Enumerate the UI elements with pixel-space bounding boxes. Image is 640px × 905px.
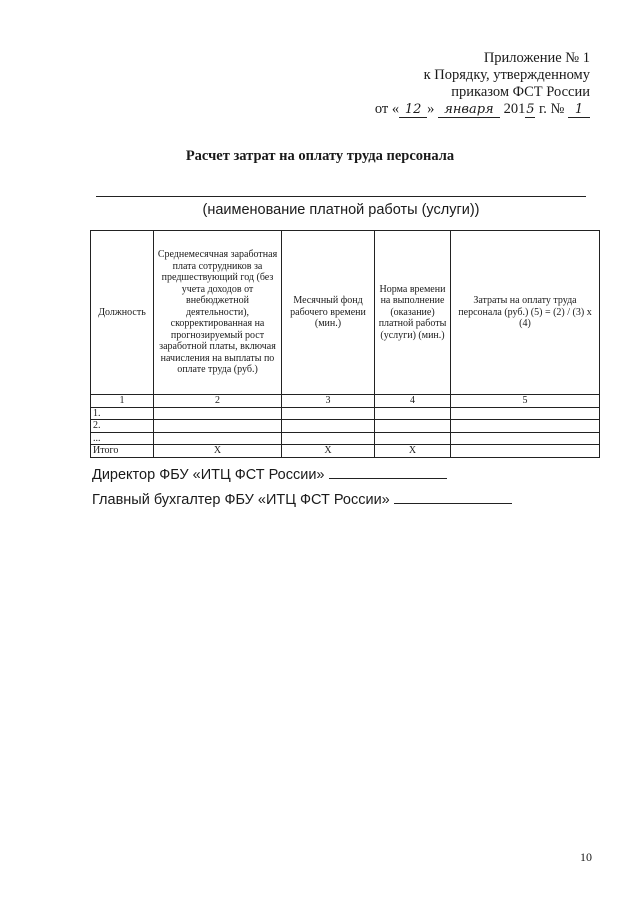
year-suffix: г. № xyxy=(535,101,565,117)
accountant-label: Главный бухгалтер ФБУ «ИТЦ ФСТ России» xyxy=(92,492,390,508)
table-cell xyxy=(451,407,600,420)
handwritten-day: 12 xyxy=(399,103,427,118)
appendix-date-line xyxy=(375,101,590,118)
table-cell xyxy=(451,445,600,458)
table-cell: 1. xyxy=(91,407,154,420)
table-cell: Х xyxy=(154,445,282,458)
table-cell: Х xyxy=(375,445,451,458)
column-number: 2 xyxy=(154,395,282,408)
date-mid: » xyxy=(427,101,435,117)
appendix-line-1: Приложение № 1 xyxy=(483,50,590,66)
handwritten-order-number: 1 xyxy=(568,103,590,118)
table-cell: Х xyxy=(282,445,375,458)
document-title: Расчет затрат на оплату труда персонала xyxy=(185,148,455,164)
column-number: 4 xyxy=(375,395,451,408)
accountant-signature-line xyxy=(92,491,512,508)
table-header-row xyxy=(91,231,600,395)
table-row xyxy=(91,420,600,433)
table-cell xyxy=(154,420,282,433)
appendix-header xyxy=(375,50,590,118)
column-number: 5 xyxy=(451,395,600,408)
director-signature-blank xyxy=(329,466,447,479)
table-cell xyxy=(451,432,600,445)
header-time-norm: Норма времени на выполнение (оказание) платной работы (услуги) (мин.) xyxy=(375,231,451,395)
table-total-row xyxy=(91,445,600,458)
table-row xyxy=(91,432,600,445)
header-monthly-time-fund: Месячный фонд рабочего времени (мин.) xyxy=(282,231,375,395)
year-prefix: 201 xyxy=(503,101,526,117)
table-cell: ... xyxy=(91,432,154,445)
table-cell xyxy=(375,432,451,445)
table-cell xyxy=(282,407,375,420)
table-cell xyxy=(451,420,600,433)
appendix-line-3: приказом ФСТ России xyxy=(451,84,590,100)
cost-table xyxy=(90,230,600,458)
table-cell xyxy=(154,407,282,420)
director-label: Директор ФБУ «ИТЦ ФСТ России» xyxy=(92,467,325,483)
table-cell xyxy=(154,432,282,445)
header-average-salary: Среднемесячная заработная плата сотрудников за предшествующий год (без учета доходов от внебюджетной деятельности), скорректированная на прогнозируемый рост заработной платы, включая начисления на выплаты по оплате труда (руб.) xyxy=(154,231,282,395)
service-name-line xyxy=(96,196,586,197)
handwritten-year-digit: 5 xyxy=(526,102,535,117)
header-position: Должность xyxy=(91,231,154,395)
date-prefix: от « xyxy=(374,101,400,117)
table-cell xyxy=(282,432,375,445)
table-cell: Итого xyxy=(91,445,154,458)
table-cell xyxy=(375,407,451,420)
director-signature-line xyxy=(92,466,447,483)
service-name-caption: (наименование платной работы (услуги)) xyxy=(202,202,480,218)
column-number: 1 xyxy=(91,395,154,408)
column-number: 3 xyxy=(282,395,375,408)
table-cell xyxy=(282,420,375,433)
table-cell: 2. xyxy=(91,420,154,433)
handwritten-month: января xyxy=(438,103,500,118)
appendix-line-2: к Порядку, утвержденному xyxy=(423,67,590,83)
page-number: 10 xyxy=(580,850,592,864)
table-row xyxy=(91,407,600,420)
table-cell xyxy=(375,420,451,433)
accountant-signature-blank xyxy=(394,491,512,504)
column-number-row xyxy=(91,395,600,408)
header-labor-costs: Затраты на оплату труда персонала (руб.) (5) = (2) / (3) х (4) xyxy=(451,231,600,395)
